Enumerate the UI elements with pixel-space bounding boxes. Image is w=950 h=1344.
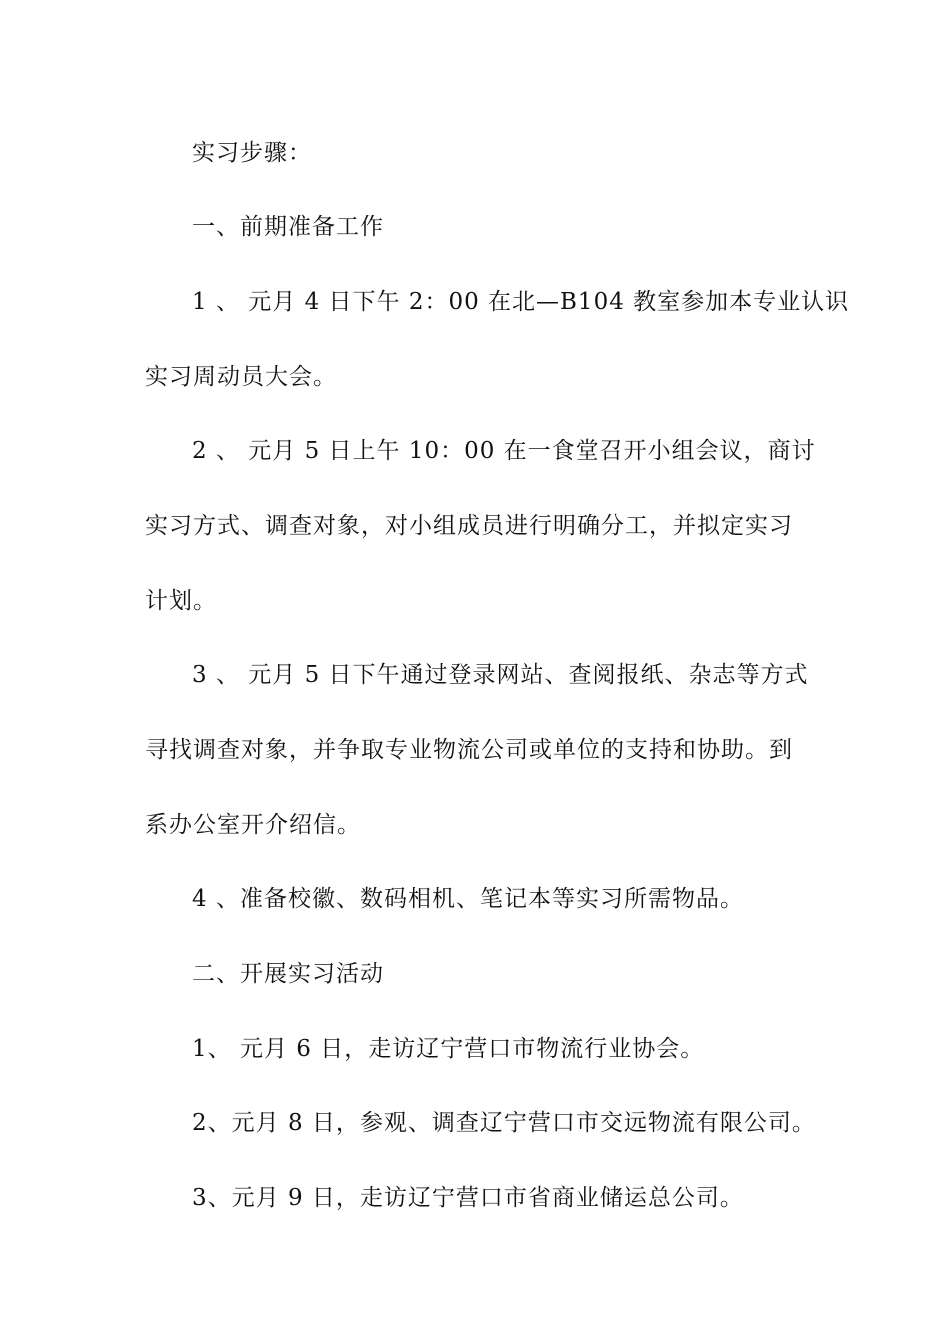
section-2-title: 二、开展实习活动 <box>192 961 384 987</box>
item-4: 4 、准备校徽、数码相机、笔记本等实习所需物品。 <box>192 886 744 912</box>
activity-2: 2、元月 8 日，参观、调查辽宁营口市交远物流有限公司。 <box>192 1110 816 1136</box>
item-3-line-2: 寻找调查对象，并争取专业物流公司或单位的支持和协助。到 <box>145 737 793 763</box>
activity-3: 3、元月 9 日，走访辽宁营口市省商业储运总公司。 <box>192 1185 744 1211</box>
item-3-line-3: 系办公室开介绍信。 <box>145 812 361 838</box>
item-2-line-1: 2 、 元月 5 日上午 10：00 在一食堂召开小组会议，商讨 <box>192 438 816 464</box>
section-1-title: 一、前期准备工作 <box>192 214 384 240</box>
activity-1: 1、 元月 6 日，走访辽宁营口市物流行业协会。 <box>192 1036 705 1062</box>
item-2-line-3: 计划。 <box>145 588 217 614</box>
item-2-line-2: 实习方式、调查对象，对小组成员进行明确分工，并拟定实习 <box>145 513 793 539</box>
item-1-line-2: 实习周动员大会。 <box>145 364 337 390</box>
item-1-line-1: 1 、 元月 4 日下午 2：00 在北—B104 教室参加本专业认识 <box>192 289 850 315</box>
heading: 实习步骤： <box>192 140 312 166</box>
item-3-line-1: 3 、 元月 5 日下午通过登录网站、查阅报纸、杂志等方式 <box>192 662 809 688</box>
